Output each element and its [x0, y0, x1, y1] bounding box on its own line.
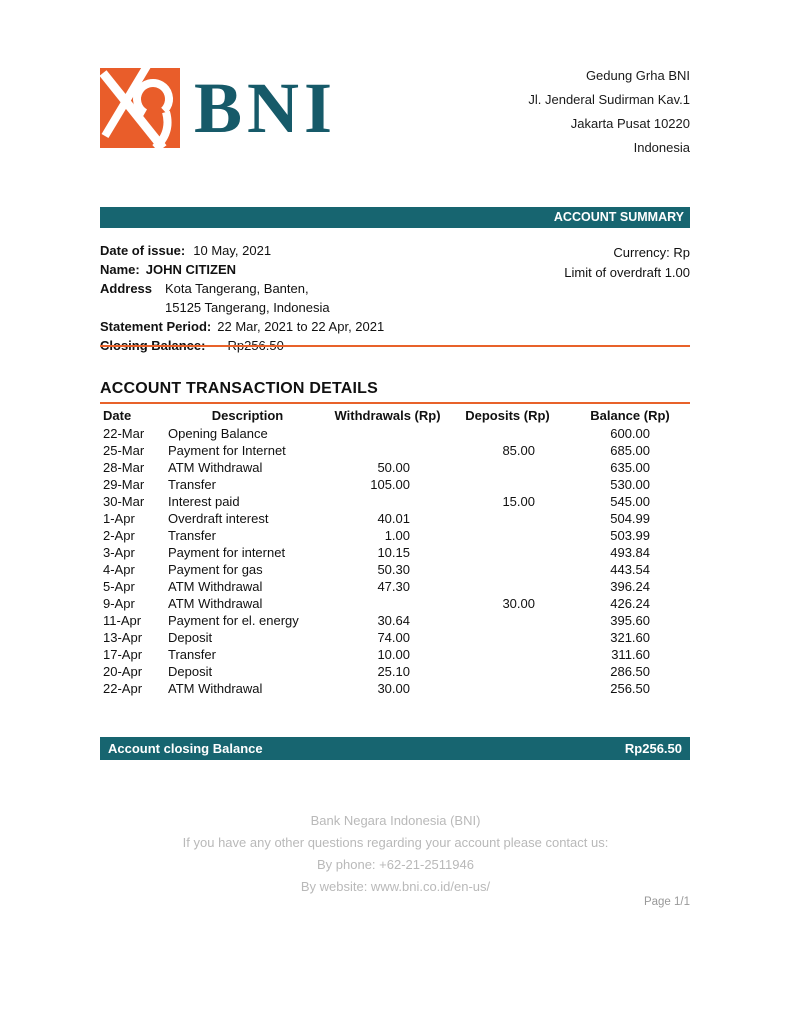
bank-address-line: Gedung Grha BNI — [585, 68, 690, 83]
cell-deposits — [445, 527, 570, 544]
cell-balance: 443.54 — [610, 562, 650, 577]
cell-balance: 530.00 — [610, 477, 650, 492]
footer-line: By phone: +62-21-2511946 — [317, 857, 474, 872]
cell-date: 17-Apr — [103, 647, 143, 662]
column-header: Balance (Rp) — [590, 408, 670, 423]
cell-date: 1-Apr — [103, 511, 135, 526]
transaction-row — [100, 612, 690, 629]
column-header: Description — [211, 408, 284, 423]
cell-deposits — [445, 476, 570, 493]
cell-withdrawals: 10.00 — [377, 647, 410, 662]
transaction-row — [100, 425, 690, 442]
cell-description: Opening Balance — [168, 426, 268, 441]
cell-date: 20-Apr — [103, 664, 143, 679]
cell-date: 13-Apr — [103, 630, 143, 645]
address-label: Address — [100, 281, 153, 296]
transaction-row — [100, 629, 690, 646]
cell-date: 22-Mar — [103, 426, 145, 441]
cell-deposits: 30.00 — [502, 596, 535, 611]
cell-balance: 256.50 — [610, 681, 650, 696]
transactions-body — [100, 425, 690, 697]
cell-deposits — [445, 663, 570, 680]
bni-logo-mark — [100, 68, 180, 148]
cell-balance: 503.99 — [610, 528, 650, 543]
statement-period-line — [100, 317, 690, 336]
cell-date: 5-Apr — [103, 579, 135, 594]
cell-date: 4-Apr — [103, 562, 135, 577]
cell-withdrawals: 50.00 — [377, 460, 410, 475]
summary-divider-rule — [100, 345, 690, 347]
cell-withdrawals: 74.00 — [377, 630, 410, 645]
cell-withdrawals: 47.30 — [377, 579, 410, 594]
cell-description: ATM Withdrawal — [168, 596, 263, 611]
overdraft-limit-value: Limit of overdraft 1.00 — [564, 265, 690, 280]
cell-deposits — [445, 561, 570, 578]
cell-withdrawals — [330, 425, 445, 442]
cell-date: 28-Mar — [103, 460, 145, 475]
transaction-row — [100, 663, 690, 680]
closing-bar-value: Rp256.50 — [624, 741, 682, 756]
cell-date: 22-Apr — [103, 681, 143, 696]
transaction-row — [100, 476, 690, 493]
cell-withdrawals: 10.15 — [377, 545, 410, 560]
transaction-row — [100, 442, 690, 459]
statement-period-label: Statement Period: — [100, 319, 212, 334]
cell-date: 2-Apr — [103, 528, 135, 543]
cell-description: Interest paid — [168, 494, 240, 509]
transaction-row — [100, 510, 690, 527]
cell-deposits — [445, 629, 570, 646]
transactions-table — [100, 406, 690, 697]
cell-date: 29-Mar — [103, 477, 145, 492]
transactions-header-row — [100, 406, 690, 425]
cell-description: Payment for gas — [168, 562, 263, 577]
cell-withdrawals: 40.01 — [377, 511, 410, 526]
name-value: JOHN CITIZEN — [145, 262, 237, 277]
cell-balance: 600.00 — [610, 426, 650, 441]
bni-logo-text: BNI — [194, 68, 338, 148]
column-header: Date — [103, 408, 132, 423]
date-of-issue-value: 10 May, 2021 — [193, 243, 272, 258]
cell-withdrawals: 30.00 — [377, 681, 410, 696]
address-value-1: Kota Tangerang, Banten, — [165, 281, 309, 296]
cell-withdrawals: 25.10 — [377, 664, 410, 679]
cell-deposits — [445, 544, 570, 561]
cell-balance: 685.00 — [610, 443, 650, 458]
cell-date: 3-Apr — [103, 545, 135, 560]
footer-line: By website: www.bni.co.id/en-us/ — [300, 879, 491, 894]
cell-deposits — [445, 612, 570, 629]
cell-withdrawals: 50.30 — [377, 562, 410, 577]
cell-date: 9-Apr — [103, 596, 135, 611]
account-summary-title: ACCOUNT SUMMARY — [553, 210, 684, 224]
column-header: Withdrawals (Rp) — [334, 408, 441, 423]
bni-logo — [100, 68, 337, 148]
transactions-divider-rule — [100, 402, 690, 404]
name-label: Name: — [100, 262, 140, 277]
date-of-issue-label: Date of issue: — [100, 243, 186, 258]
bank-address-line: Jl. Jenderal Sudirman Kav.1 — [528, 92, 690, 107]
statement-period-value: 22 Mar, 2021 to 22 Apr, 2021 — [217, 319, 385, 334]
transaction-row — [100, 578, 690, 595]
cell-deposits — [445, 578, 570, 595]
cell-balance: 395.60 — [610, 613, 650, 628]
account-summary-block — [100, 241, 690, 355]
transaction-row — [100, 527, 690, 544]
address-value-2: 15125 Tangerang, Indonesia — [165, 300, 330, 315]
cell-balance: 635.00 — [610, 460, 650, 475]
footer-line: If you have any other questions regarding your account please contact us: — [182, 835, 609, 850]
cell-deposits — [445, 646, 570, 663]
transaction-row — [100, 680, 690, 697]
transaction-row — [100, 493, 690, 510]
cell-description: Transfer — [168, 528, 216, 543]
cell-date: 30-Mar — [103, 494, 145, 509]
cell-deposits — [445, 680, 570, 697]
cell-balance: 396.24 — [610, 579, 650, 594]
transaction-row — [100, 544, 690, 561]
transactions-title: ACCOUNT TRANSACTION DETAILS — [100, 380, 378, 397]
cell-withdrawals — [330, 493, 445, 510]
cell-description: ATM Withdrawal — [168, 681, 263, 696]
cell-balance: 493.84 — [610, 545, 650, 560]
footer-contact-block — [0, 810, 791, 898]
closing-balance-label: Closing Balance: — [100, 338, 206, 353]
bank-address-line: Jakarta Pusat 10220 — [570, 116, 690, 131]
account-summary-bar — [100, 207, 690, 228]
bank-address-line: Indonesia — [633, 140, 690, 155]
cell-balance: 311.60 — [611, 647, 650, 662]
column-header: Deposits (Rp) — [465, 408, 550, 423]
cell-description: Payment for Internet — [168, 443, 286, 458]
cell-balance: 545.00 — [610, 494, 650, 509]
cell-description: Overdraft interest — [168, 511, 269, 526]
cell-withdrawals — [330, 595, 445, 612]
cell-withdrawals — [330, 442, 445, 459]
cell-description: ATM Withdrawal — [168, 460, 263, 475]
cell-withdrawals: 30.64 — [377, 613, 410, 628]
footer-line: Bank Negara Indonesia (BNI) — [310, 813, 481, 828]
cell-deposits: 15.00 — [502, 494, 535, 509]
account-closing-balance-bar — [100, 737, 690, 760]
cell-date: 25-Mar — [103, 443, 145, 458]
cell-description: Payment for el. energy — [168, 613, 299, 628]
cell-description: Deposit — [168, 664, 213, 679]
currency-overdraft-block — [564, 243, 690, 283]
closing-balance-value: Rp256.50 — [227, 338, 284, 353]
bank-address — [528, 64, 690, 160]
cell-balance: 504.99 — [610, 511, 650, 526]
cell-date: 11-Apr — [103, 613, 142, 628]
cell-deposits: 85.00 — [502, 443, 535, 458]
cell-description: Transfer — [168, 647, 216, 662]
cell-withdrawals: 105.00 — [370, 477, 410, 492]
cell-deposits — [445, 425, 570, 442]
cell-balance: 286.50 — [610, 664, 650, 679]
cell-deposits — [445, 510, 570, 527]
cell-deposits — [445, 459, 570, 476]
closing-bar-label: Account closing Balance — [108, 741, 263, 756]
transaction-row — [100, 561, 690, 578]
cell-balance: 426.24 — [610, 596, 650, 611]
page-number: Page 1/1 — [643, 896, 690, 908]
cell-description: Deposit — [168, 630, 213, 645]
cell-withdrawals: 1.00 — [384, 528, 410, 543]
currency-value: Currency: Rp — [613, 245, 690, 260]
cell-description: Transfer — [168, 477, 216, 492]
transaction-row — [100, 595, 690, 612]
cell-description: Payment for internet — [168, 545, 286, 560]
transaction-row — [100, 646, 690, 663]
cell-balance: 321.60 — [610, 630, 650, 645]
cell-description: ATM Withdrawal — [168, 579, 263, 594]
transaction-row — [100, 459, 690, 476]
address-line-2 — [100, 298, 690, 317]
